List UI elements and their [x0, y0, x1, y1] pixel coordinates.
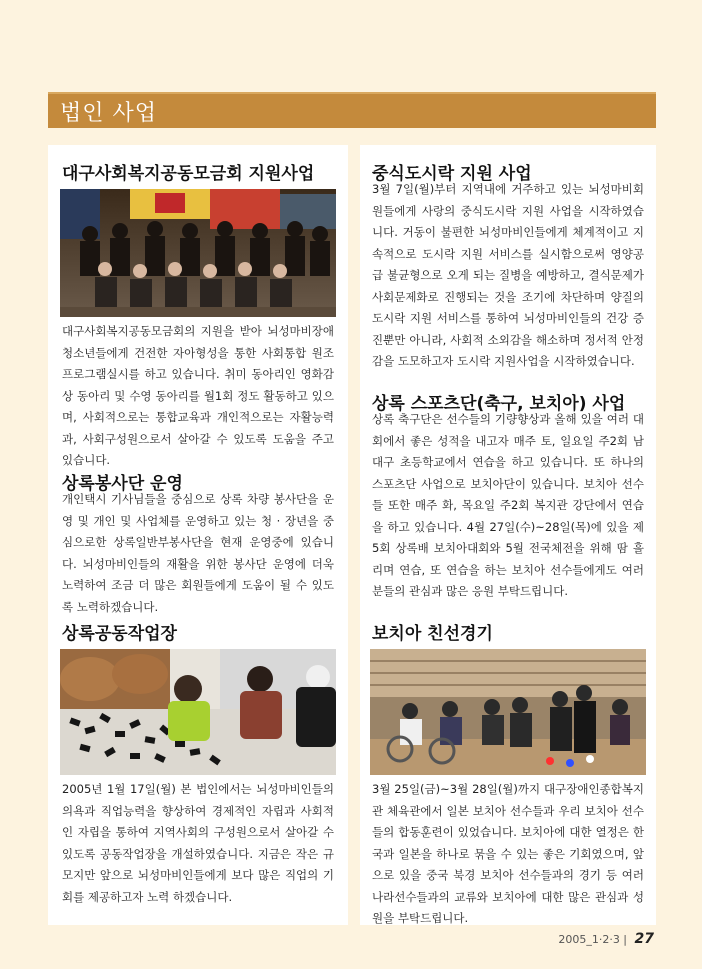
group-photo [60, 189, 336, 317]
section-body-boccia-friendly: 3월 25일(금)~3월 28일(월)까지 대구장애인종합복지관 체육관에서 일본 보치아 선수들과 우리 보치아 선수들의 합동훈련이 있었습니다. 보치아에 대한 열정은 한국과 일본을 하나로 묶을 수 있는 좋은 기회였으며, 앞으로 있을 중국 북경 보치아 선수들과의 경기 등 여러 나라선수들과의 교류와 보치아에 대한 많은 관심과 성원을 부탁드립니다. [372, 782, 644, 925]
boccia-photo [370, 649, 646, 775]
section-header-title: 법인 사업 [60, 101, 158, 126]
section-body-community-chest: 대구사회복지공동모금회의 지원을 받아 뇌성마비장애 청소년들에게 건전한 자아형성을 통한 사회통합 원조 프로그램실시를 하고 있습니다. 취미 동아리인 영화감상 동아리 및 수영 동아리를 월1회 정도 활동하고 있으며, 사회적으로는 통합교육과 개인적으로는 자활능력과, 사회구성원으로서 살아갈 수 있도록 도움을 주고 있습니다. [62, 324, 334, 467]
section-title-community-chest: 대구사회복지공동모금회 지원사업 [62, 164, 315, 184]
workshop-photo [60, 649, 336, 775]
page-number: 27 [634, 931, 654, 947]
section-body-sports-team: 상록 축구단은 선수들의 기량향상과 올해 있을 여러 대회에서 좋은 성적을 내고자 매주 토, 일요일 주2회 남대구 초등학교에서 연습을 하고 있습니다. 또 하나의 스포츠단 사업으로 보치아단이 있습니다. 보치아 선수들 또한 매주 화, 목요일 주2회 복지관 강단에서 연습을 하고 있습니다. 4월 27일(수)~28일(목)에 있을 제5회 상록배 보치아대회와 5월 전국체전을 위해 땀 흘리며 연습, 또 연습을 하는 보치아 선수들에게도 여러분들의 관심과 많은 응원 부탁드립니다. [372, 412, 644, 598]
section-title-lunchbox: 중식도시락 지원 사업 [372, 164, 532, 184]
section-body-workshop: 2005년 1월 17일(월) 본 법인에서는 뇌성마비인들의 의욕과 직업능력을 향상하여 경제적인 자립과 사회적인 자립을 통하여 지역사회의 구성원으로서 살아갈 수 있도록 공동작업장을 개설하였습니다. 지금은 작은 규모지만 앞으로 뇌성마비인들에게 보다 많은 직업의 기회를 제공하고자 노력 하겠습니다. [62, 782, 334, 904]
section-body-volunteer-group: 개인택시 기사님들을 중심으로 상록 차량 봉사단을 운영 및 개인 및 사업체를 운영하고 있는 청 · 장년을 중심으로한 상록일반부봉사단을 현재 운영중에 있습니다. 뇌성마비인들의 재활을 위한 봉사단 운영에 더욱 노력하여 조금 더 많은 회원들에게 도움이 될 수 있도록 노력하겠습니다. [62, 492, 334, 614]
section-title-sports-team: 상록 스포츠단(축구, 보치아) 사업 [372, 394, 626, 414]
left-column [48, 145, 348, 925]
section-body-lunchbox: 3월 7일(월)부터 지역내에 거주하고 있는 뇌성마비회원들에게 사랑의 중식도시락 지원 사업을 시작하였습니다. 거동이 불편한 뇌성마비인들에게 체계적이고 지속적으로 도시락 지원 서비스를 실시함으로써 영양공급 불균형으로 오게 되는 질병을 예방하고, 결식문제가 사회문제화로 진행되는 것을 조기에 차단하며 양질의 도시락 지원 서비스를 통하여 뇌성마비인들의 건강 증진뿐만 아니라, 사회적 소외감을 해소하며 정서적 안정감을 도모하고자 도시락 지원사업을 시작하였습니다. [372, 182, 644, 368]
section-title-workshop: 상록공동작업장 [62, 624, 177, 644]
page-footer [558, 931, 654, 947]
section-title-volunteer-group: 상록봉사단 운영 [62, 474, 183, 494]
section-title-boccia-friendly: 보치아 친선경기 [372, 624, 493, 644]
footer-issue: 2005_1·2·3 | [558, 933, 628, 946]
section-header-bar [48, 92, 656, 128]
right-column [360, 145, 656, 925]
